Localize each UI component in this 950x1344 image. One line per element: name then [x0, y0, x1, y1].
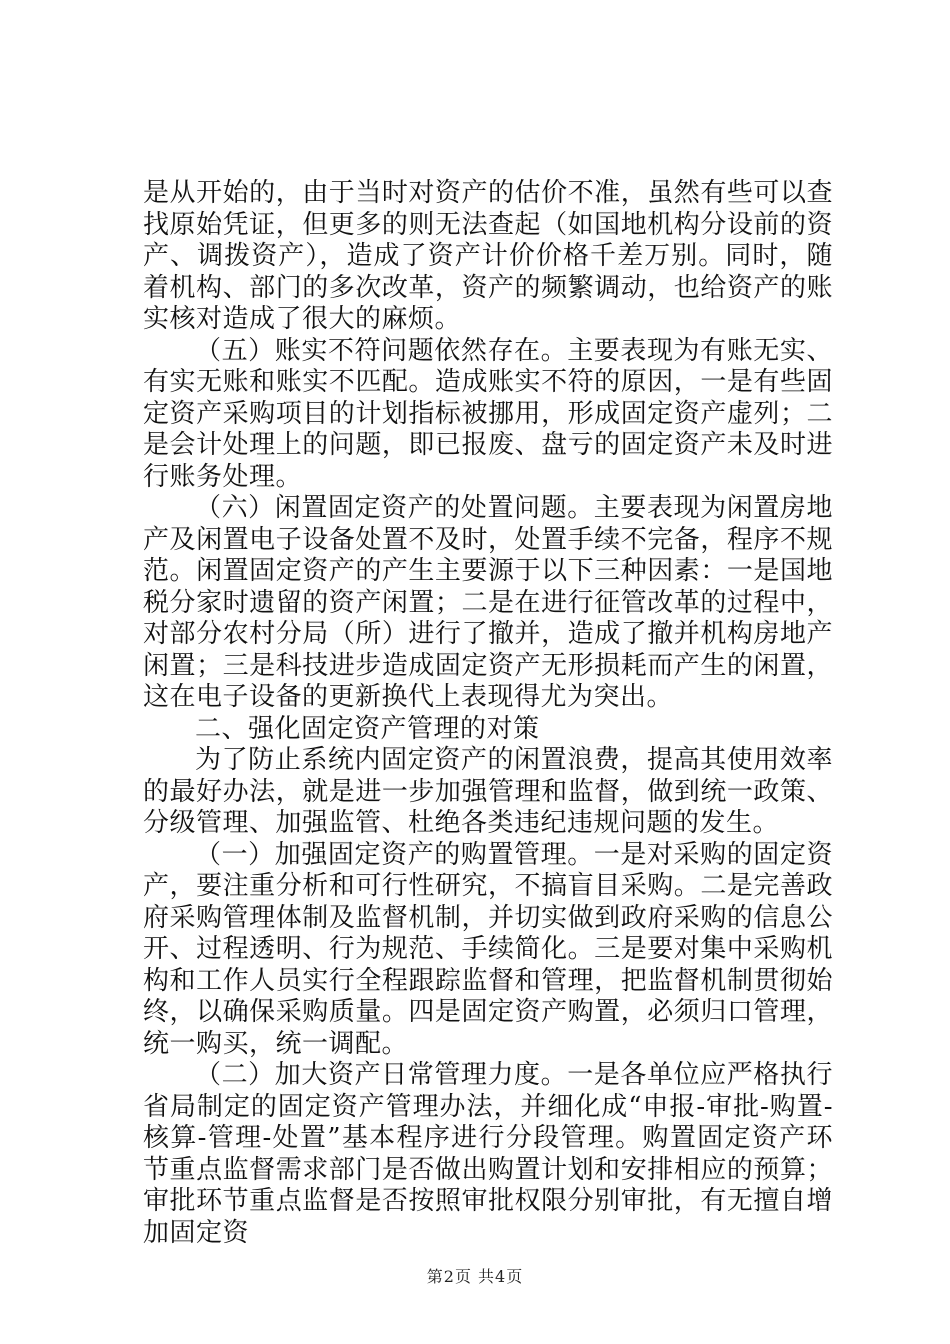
section-heading-2: 二、强化固定资产管理的对策: [195, 713, 540, 744]
paragraph-section-5: （五）账实不符问题依然存在。主要表现为有账无实、有实无账和账实不匹配。造成账实不符的原因，一是有些固定资产采购项目的计划指标被挪用，形成固定资产虚列；二是会计处理上的问题，即已报废、盘亏的固定资产未及时进行账务处理。: [143, 335, 833, 492]
paragraph-section-6: （六）闲置固定资产的处置问题。主要表现为闲置房地产及闲置电子设备处置不及时，处置手续不完备，程序不规范。闲置固定资产的产生主要源于以下三种因素：一是国地税分家时遗留的资产闲置；二是在进行征管改革的过程中，对部分农村分局（所）进行了撤并，造成了撤并机构房地产闲置；三是科技进步造成固定资产无形损耗而产生的闲置，这在电子设备的更新换代上表现得尤为突出。: [143, 493, 833, 712]
paragraph-continuation: 是从开始的，由于当时对资产的估价不准，虽然有些可以查找原始凭证，但更多的则无法查起（如国地机构分设前的资产、调拨资产），造成了资产计价价格千差万别。同时，随着机构、部门的多次改革，资产的频繁调动，也给资产的账实核对造成了很大的麻烦。: [143, 178, 833, 334]
paragraph-intro-countermeasures: 为了防止系统内固定资产的闲置浪费，提高其使用效率的最好办法，就是进一步加强管理和监督，做到统一政策、分级管理、加强监管、杜绝各类违纪违规问题的发生。: [143, 745, 833, 838]
paragraph-subsection-2: （二）加大资产日常管理力度。一是各单位应严格执行省局制定的固定资产管理办法，并细化成“申报-审批-购置-核算-管理-处置”基本程序进行分段管理。购置固定资产环节重点监督需求部门是否做出购置计划和安排相应的预算；审批环节重点监督是否按照审批权限分别审批，有无擅自增加固定资: [143, 1060, 833, 1248]
paragraph-subsection-1: （一）加强固定资产的购置管理。一是对采购的固定资产，要注重分析和可行性研究，不搞盲目采购。二是完善政府采购管理体制及监督机制，并切实做到政府采购的信息公开、过程透明、行为规范、手续简化。三是要对集中采购机构和工作人员实行全程跟踪监督和管理，把监督机制贯彻始终，以确保采购质量。四是固定资产购置，必须归口管理，统一购买，统一调配。: [143, 839, 833, 1059]
document-body: [143, 178, 833, 1249]
page-footer: 第2页 共4页: [426, 1267, 524, 1286]
